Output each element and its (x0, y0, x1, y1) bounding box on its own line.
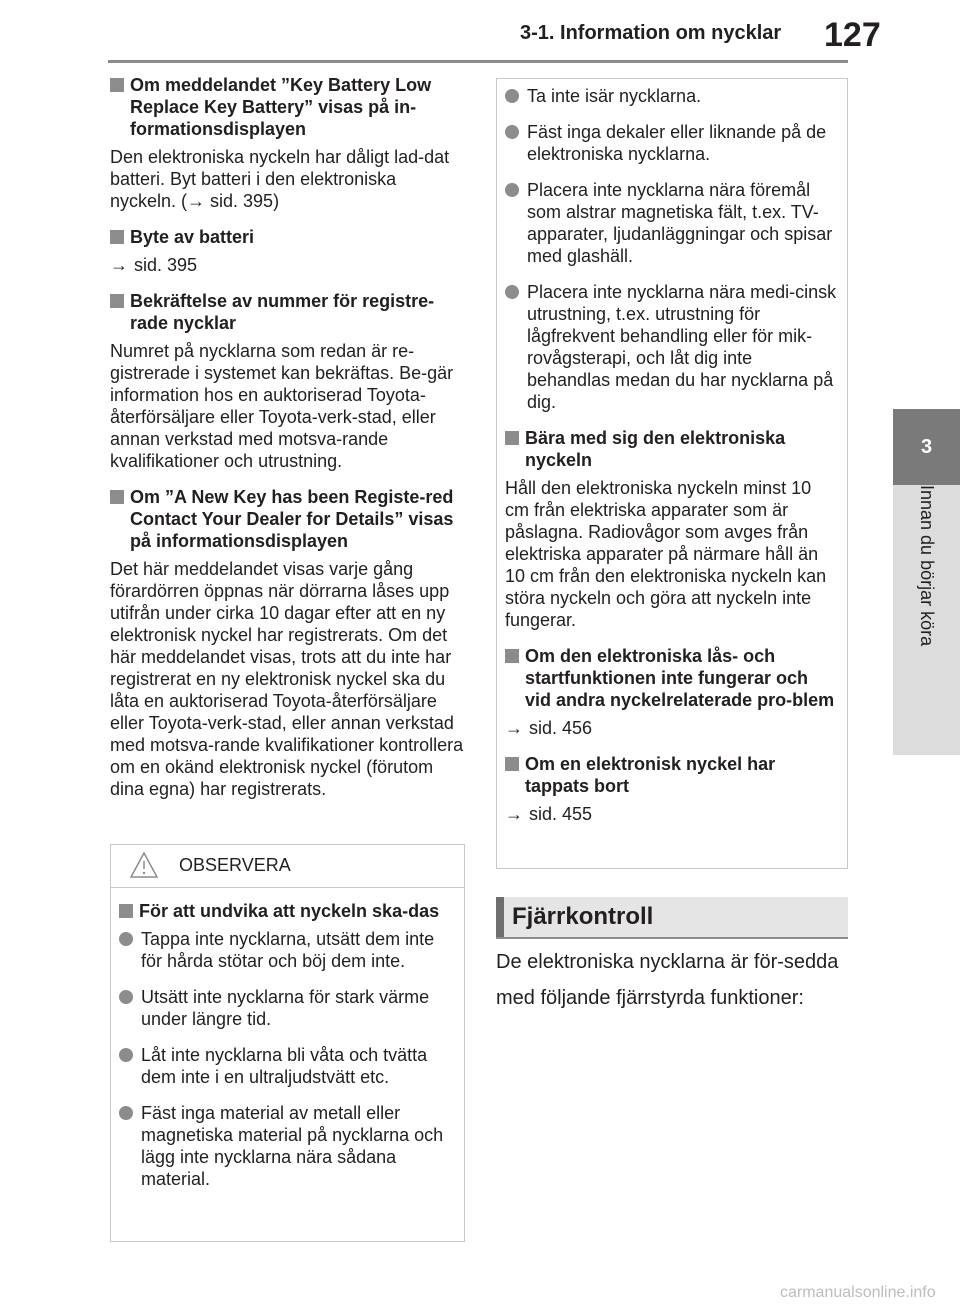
warning-body (497, 79, 847, 825)
list-item (505, 281, 837, 413)
footer-watermark: carmanualsonline.info (780, 1284, 936, 1301)
list-item-text: Placera inte nycklarna nära föremål som alstrar magnetiska fält, t.ex. TV-apparater, ljudanläggningar och spisar med glashäll. (527, 180, 833, 266)
arrow-right-icon: → (505, 804, 523, 824)
list-item (505, 121, 837, 165)
section-heading (505, 753, 837, 797)
list-item-text: Fäst inga material av metall eller magnetiska material på nycklarna och lägg inte nycklarna nära sådana material. (141, 1103, 444, 1189)
chapter-label: Innan du börjar köra (917, 485, 937, 647)
intro-paragraph: De elektroniska nycklarna är för-sedda med följande fjärrstyrda funktioner: (496, 951, 839, 1009)
paragraph: Det här meddelandet visas varje gång förardörren öppnas när dörrarna låses upp utifrån under cirka 10 dagar efter att en ny elektronisk nyckel har registrerats. Om det här meddelandet visas, trots att du inte har registrerat en ny elektronisk nyckel ska du låta en auktoriserad Toyota-återförsäljare eller Toyota-verk-stad, eller annan verkstad med motsva-rande kvalifikationer kontrollera om en okänd elektronisk nyckel (förutom dina egna) har registrerats. (110, 559, 464, 799)
page-reference[interactable] (110, 254, 465, 276)
heading-text: Om meddelandet ”Key Battery Low Replace Key Battery” visas på in-formationsdisplayen (130, 75, 432, 139)
square-bullet-icon (110, 230, 124, 244)
section-heading (110, 486, 465, 552)
warning-header (111, 845, 464, 888)
circle-bullet-icon (505, 285, 519, 299)
heading-text: Om den elektroniska lås- och startfunktionen inte fungerar och vid andra nyckelrelaterade pro-blem (525, 646, 835, 710)
section-heading (119, 900, 450, 922)
square-bullet-icon (505, 757, 519, 771)
heading-text: För att undvika att nyckeln ska-das (139, 901, 440, 921)
chapter-side-tab[interactable] (893, 485, 960, 755)
left-column (110, 74, 465, 814)
page-reference[interactable] (505, 717, 837, 739)
list-item (119, 1102, 450, 1190)
section-heading (110, 290, 465, 334)
circle-bullet-icon (119, 1048, 133, 1062)
list-item (119, 986, 450, 1030)
subsection-heading (496, 897, 848, 939)
heading-text: Om en elektronisk nyckel har tappats bort (525, 754, 776, 796)
square-bullet-icon (505, 649, 519, 663)
list-item (119, 1044, 450, 1088)
list-item-text: Låt inte nycklarna bli våta och tvätta dem inte i en ultraljudstvätt etc. (141, 1045, 428, 1087)
chapter-tab[interactable] (893, 409, 960, 485)
square-bullet-icon (119, 904, 133, 918)
section-heading (110, 74, 465, 140)
square-bullet-icon (505, 431, 519, 445)
reference-text: sid. 395 (134, 255, 198, 275)
paragraph: Numret på nycklarna som redan är re-gistrerade i systemet kan bekräftas. Be-gär information hos en auktoriserad Toyota-återförsäljare eller Toyota-verk-stad, eller annan verkstad med motsva-rande kvalifikationer och utrustning. (110, 341, 454, 471)
heading-text: Bekräftelse av nummer för registre-rade nycklar (130, 291, 435, 333)
circle-bullet-icon (119, 932, 133, 946)
square-bullet-icon (110, 78, 124, 92)
list-item-text: Placera inte nycklarna nära medi-cinsk utrustning, t.ex. utrustning för lågfrekvent behandling eller för mik-rovågsterapi, och låt dig inte behandlas medan du har nycklarna på dig. (527, 282, 837, 412)
list-item-text: Tappa inte nycklarna, utsätt dem inte för hårda stötar och böj dem inte. (141, 929, 435, 971)
warning-box (110, 844, 465, 1242)
reference-text: sid. 455 (529, 804, 593, 824)
list-item-text: Utsätt inte nycklarna för stark värme under längre tid. (141, 987, 430, 1029)
section-title: 3-1. Information om nycklar (520, 22, 782, 44)
page-number: 127 (824, 16, 881, 54)
heading-accent-bar (496, 897, 504, 937)
reference-text: sid. 456 (529, 718, 593, 738)
list-item (119, 928, 450, 972)
circle-bullet-icon (119, 990, 133, 1004)
warning-box-continued (496, 78, 848, 869)
warning-triangle-icon (129, 851, 159, 879)
subsection-title: Fjärrkontroll (512, 903, 654, 930)
heading-text: Om ”A New Key has been Registe-red Contact Your Dealer for Details” visas på informationsdisplayen (130, 487, 454, 551)
section-heading (110, 226, 465, 248)
list-item (505, 85, 837, 107)
list-item-text: Fäst inga dekaler eller liknande på de elektroniska nycklarna. (527, 122, 827, 164)
list-item (505, 179, 837, 267)
paragraph: Håll den elektroniska nyckeln minst 10 cm från elektriska apparater som är påslagna. Radiovågor som avges från elektriska apparater på närmare håll än 10 cm från den elektroniska nyckeln kan störa nyckeln och göra att nyckeln inte fungerar. (505, 478, 827, 630)
square-bullet-icon (110, 294, 124, 308)
paragraph: Den elektroniska nyckeln har dåligt lad-dat batteri. Byt batteri i den elektroniska nyckeln. (→ sid. 395) (110, 147, 450, 211)
circle-bullet-icon (505, 125, 519, 139)
section-heading (505, 645, 837, 711)
page-reference[interactable] (505, 803, 837, 825)
warning-body (111, 888, 464, 1190)
arrow-right-icon: → (505, 718, 523, 738)
list-item-text: Ta inte isär nycklarna. (527, 86, 702, 106)
chapter-number: 3 (920, 436, 933, 458)
square-bullet-icon (110, 490, 124, 504)
heading-text: Byte av batteri (130, 227, 255, 247)
warning-label: OBSERVERA (179, 855, 291, 875)
circle-bullet-icon (505, 183, 519, 197)
circle-bullet-icon (505, 89, 519, 103)
arrow-right-icon: → (110, 255, 128, 275)
section-heading (505, 427, 837, 471)
heading-text: Bära med sig den elektroniska nyckeln (525, 428, 786, 470)
circle-bullet-icon (119, 1106, 133, 1120)
header-divider (108, 60, 848, 63)
